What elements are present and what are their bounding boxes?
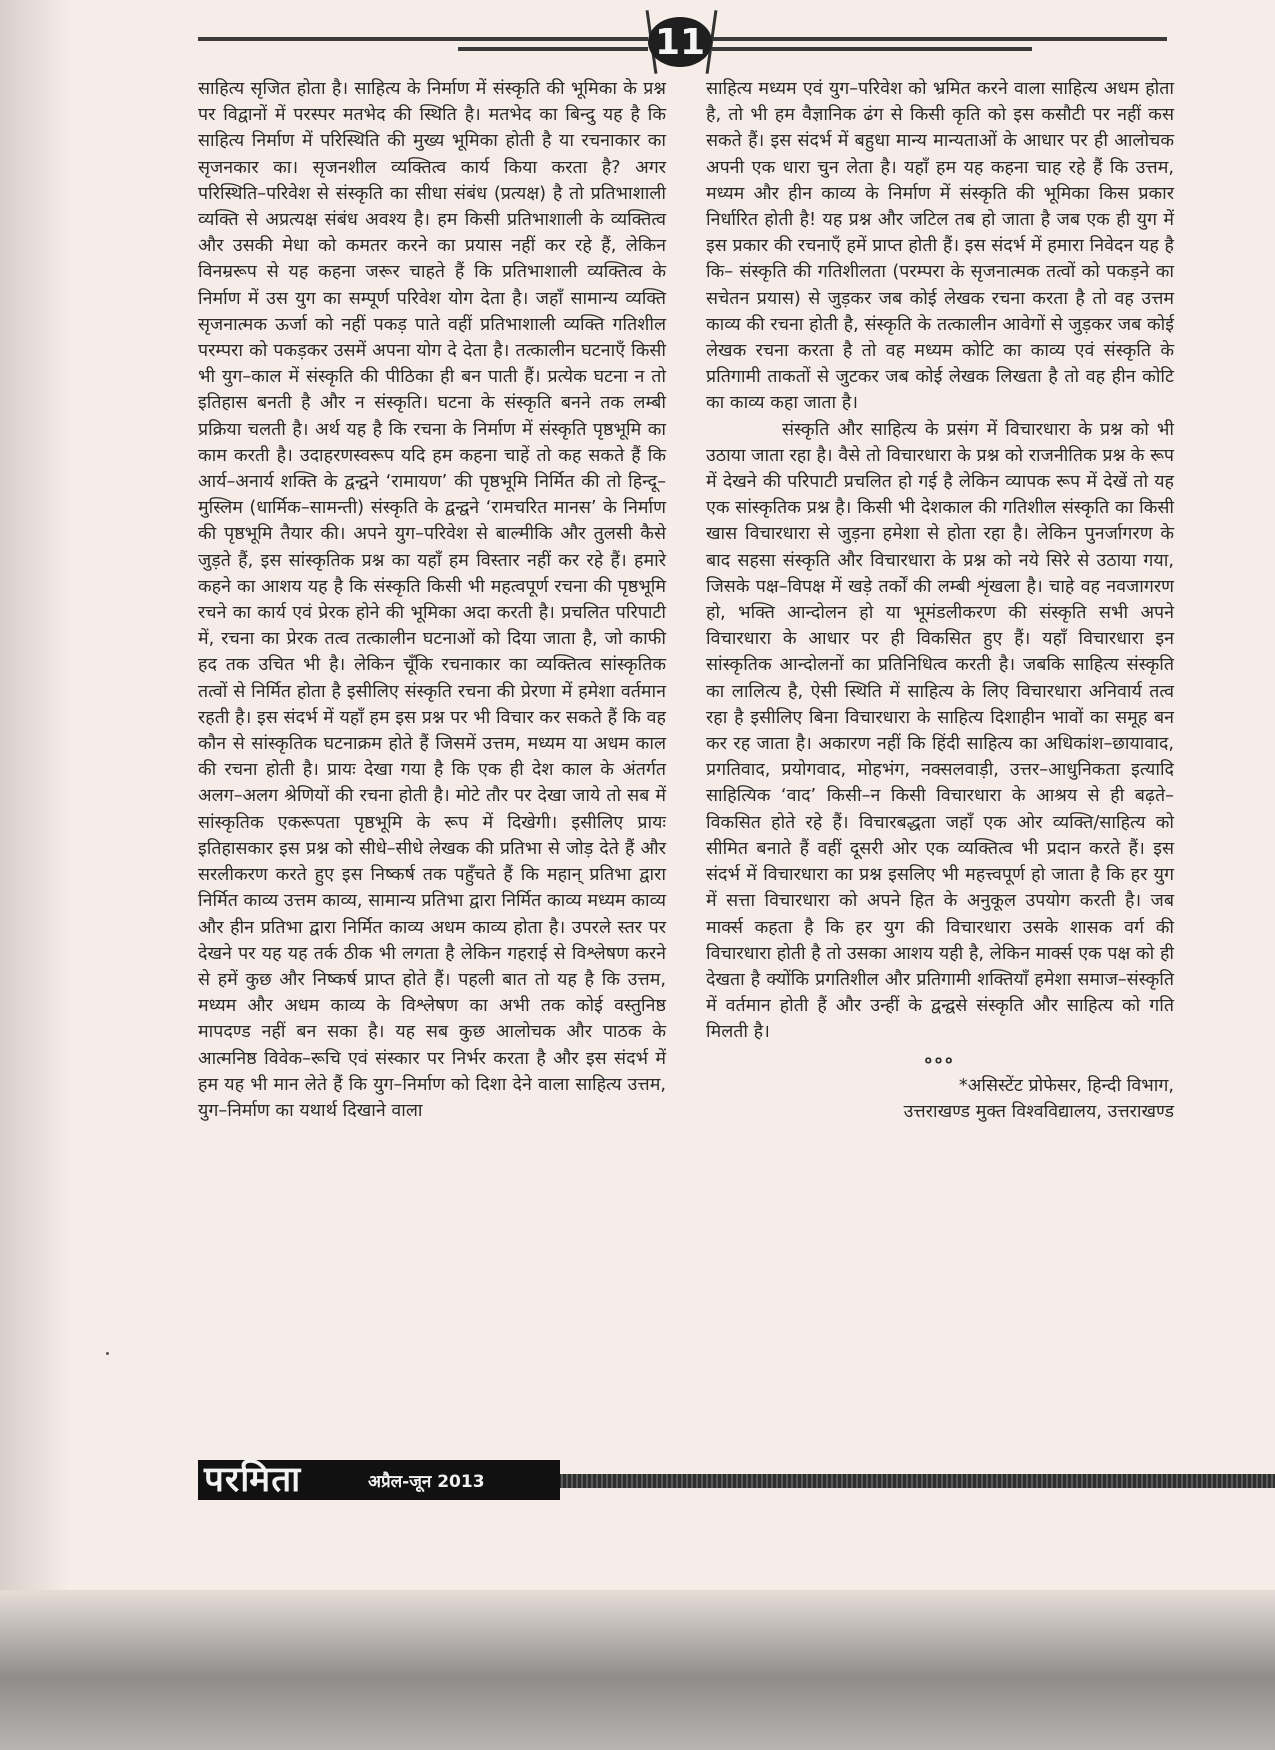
header-rule <box>712 37 1167 41</box>
header-rule <box>712 47 1032 51</box>
end-of-article-mark: ००० <box>924 1052 956 1069</box>
paragraph: संस्कृति और साहित्य के प्रसंग में विचारधारा के प्रश्न को भी उठाया जाता रहा है। वैसे तो विचारधारा के प्रश्न को राजनीतिक प्रश्न के रूप में देखने की परिपाटी प्रचलित हो गई है लेकिन व्यापक रूप में देखें तो यह एक सांस्कृतिक प्रश्न है। किसी भी देशकाल की गतिशील संस्कृति का किसी खास विचारधारा से जुड़ना हमेशा से होता रहा है। लेकिन पुनर्जागरण के बाद सहसा संस्कृति और विचारधारा के प्रश्न को नये सिरे से उठाया गया, जिसके पक्ष–विपक्ष में खड़े तर्कों की लम्बी शृंखला है। चाहे वह नवजागरण हो, भक्ति आन्दोलन हो या भूमंडलीकरण की संस्कृति सभी अपने विचारधारा के आधार पर ही विकसित हुए हैं। यहाँ विचारधारा इन सांस्कृतिक आन्दोलनों का प्रतिनिधित्व करती है। जबकि साहित्य संस्कृति का लालित्य है, ऐसी स्थिति में साहित्य के लिए विचारधारा अनिवार्य तत्व रहा है इसीलिए बिना विचारधारा के साहित्य दिशाहीन भावों का समूह बन कर रह जाता है। अकारण नहीं कि हिंदी साहित्य का अधिकांश–छायावाद, प्रगतिवाद, प्रयोगवाद, मोहभंग, नक्सलवाड़ी, उत्तर–आधुनिकता इत्यादि साहित्यिक ‘वाद’ किसी–न किसी विचारधारा के आश्रय से ही बढ़ते–विकसित होते रहे हैं। विचारबद्धता जहाँ एक ओर व्यक्ति/साहित्य को सीमित बनाते हैं वहीं दूसरी ओर एक व्यक्तित्व भी प्रदान करते हैं। इस संदर्भ में विचारधारा का प्रश्न इसलिए भी महत्त्वपूर्ण हो जाता है कि हर युग में सत्ता विचारधारा को अपने हित के अनुकूल उपयोग करती है। जब मार्क्स कहता है कि हर युग की विचारधारा उसके शासक वर्ग की विचारधारा होती है तो उसका आशय यही है, लेकिन मार्क्स एक पक्ष को ही देखता है क्योंकि प्रगतिशील और प्रतिगामी शक्तियाँ हमेशा समाज–संस्कृति में वर्तमान होती हैं और उन्हीं के द्वन्द्वसे संस्कृति और साहित्य को गति मिलती है। <box>706 418 1174 1043</box>
magazine-logo: परमिता <box>204 1460 302 1500</box>
issue-date: अप्रैल-जून 2013 <box>368 1472 485 1492</box>
page-number: 11 <box>648 17 712 67</box>
author-affiliation: उत्तराखण्ड मुक्त विश्वविद्यालय, उत्तराखण्ड <box>903 1100 1174 1122</box>
paragraph: साहित्य सृजित होता है। साहित्य के निर्माण में संस्कृति की भूमिका के प्रश्न पर विद्वानों में परस्पर मतभेद की स्थिति है। मतभेद का बिन्दु यह है कि साहित्य निर्माण में परिस्थिति की मुख्य भूमिका होती है या रचनाकार का सृजनकार का। सृजनशील व्यक्तित्व कार्य किया करता है? अगर परिस्थिति–परिवेश से संस्कृति का सीधा संबंध (प्रत्यक्ष) है तो प्रतिभाशाली व्यक्ति से अप्रत्यक्ष संबंध अवश्य है। हम किसी प्रतिभाशाली के व्यक्तित्व और उसकी मेधा को कमतर करने का प्रयास नहीं कर रहे हैं, लेकिन विनम्ररूप से यह कहना जरूर चाहते हैं कि प्रतिभाशाली व्यक्तित्व के निर्माण में उस युग का सम्पूर्ण परिवेश योग देता है। जहाँ सामान्य व्यक्ति सृजनात्मक ऊर्जा को नहीं पकड़ पाते वहीं प्रतिभाशाली व्यक्ति गतिशील परम्परा को पकड़कर उसमें अपना योग दे देता है। तत्कालीन घटनाएँ किसी भी युग–काल में संस्कृति की पीठिका ही बन पाती हैं। प्रत्येक घटना न तो इतिहास बनती है और न संस्कृति। घटना के संस्कृति बनने तक लम्बी प्रक्रिया चलती है। अर्थ यह है कि रचना के निर्माण में संस्कृति पृष्ठभूमि का काम करती है। उदाहरणस्वरूप यदि हम कहना चाहें तो कह सकते हैं कि आर्य–अनार्य शक्ति के द्वन्द्वने ‘रामायण’ की पृष्ठभूमि निर्मित की तो हिन्दू–मुस्लिम (धार्मिक–सामन्ती) संस्कृति के द्वन्द्वने ‘रामचरित मानस’ के निर्माण की पृष्ठभूमि तैयार की। अपने युग–परिवेश से बाल्मीकि और तुलसी कैसे जुड़ते हैं, इस सांस्कृतिक प्रश्न का यहाँ हम विस्तार नहीं कर रहे हैं। हमारे कहने का आशय यह है कि संस्कृति किसी भी महत्वपूर्ण रचना की पृष्ठभूमि रचने का कार्य एवं प्रेरक होने की भूमिका अदा करती है। प्रचलित परिपाटी में, रचना का प्रेरक तत्व तत्कालीन घटनाओं को दिया जाता है, जो काफी हद तक उचित भी है। लेकिन चूँकि रचनाकार का व्यक्तित्व सांस्कृतिक तत्वों से निर्मित होता है इसीलिए संस्कृति रचना की प्रेरणा में हमेशा वर्तमान रहती है। इस संदर्भ में यहाँ हम इस प्रश्न पर भी विचार कर सकते हैं कि वह कौन से सांस्कृतिक घटनाक्रम होते हैं जिसमें उत्तम, मध्यम या अधम काल की रचना होती है। प्रायः देखा गया है कि एक ही देश काल के अंतर्गत अलग–अलग श्रेणियों की रचना होती है। मोटे तौर पर देखा जाये तो सब में सांस्कृतिक एकरूपता पृष्ठभूमि के रूप में दिखेगी। इसीलिए प्रायः इतिहासकार इस प्रश्न को सीधे–सीधे लेखक की प्रतिभा से जोड़ देते हैं और सरलीकरण करते हुए इस निष्कर्ष तक पहुँचते हैं कि महान् प्रतिभा द्वारा निर्मित काव्य उत्तम काव्य, सामान्य प्रतिभा द्वारा निर्मित काव्य मध्यम काव्य और हीन प्रतिभा द्वारा निर्मित काव्य अधम काव्य होता है। उपरले स्तर पर देखने पर यह यह तर्क ठीक भी लगता है लेकिन गहराई से विश्लेषण करने से हमें कुछ और निष्कर्ष प्राप्त होते हैं। पहली बात तो यह है कि उत्तम, मध्यम और अधम काव्य के विश्लेषण का अभी तक कोई वस्तुनिष्ठ मापदण्ड नहीं बन सका है। यह सब कुछ आलोचक और पाठक के आत्मनिष्ठ विवेक–रूचि एवं संस्कार पर निर्भर करता है और इस संदर्भ में हम यह भी मान लेते हैं कि युग–निर्माण को दिशा देने वाला साहित्य उत्तम, युग–निर्माण का यथार्थ दिखाने वाला <box>198 78 666 1121</box>
scan-background <box>0 1590 1275 1750</box>
page-edge-shadow <box>0 0 70 1590</box>
paragraph: साहित्य मध्यम एवं युग–परिवेश को भ्रमित करने वाला साहित्य अधम होता है, तो भी हम वैज्ञानिक ढंग से किसी कृति को इस कसौटी पर नहीं कस सकते हैं। इस संदर्भ में बहुधा मान्य मान्यताओं के आधार पर ही आलोचक अपनी एक धारा चुन लेता है। यहाँ हम यह कहना चाह रहे हैं कि उत्तम, मध्यम और हीन काव्य के निर्माण में संस्कृति की भूमिका किस प्रकार निर्धारित होती है! यह प्रश्न और जटिल तब हो जाता है जब एक ही युग में इस प्रकार की रचनाएँ हमें प्राप्त होती हैं। इस संदर्भ में हमारा निवेदन यह है कि– संस्कृति की गतिशीलता (परम्परा के सृजनात्मक तत्वों को पकड़ने का सचेतन प्रयास) से जुड़कर जब कोई लेखक रचना करता है तो वह उत्तम काव्य की रचना होती है, संस्कृति के तत्कालीन आवेगों से जुड़कर जब कोई लेखक रचना करता है तो वह मध्यम कोटि का काव्य एवं संस्कृति के प्रतिगामी ताकतों से जुटकर जब कोई लेखक लिखता है तो वह हीन कोटि का काव्य कहा जाता है। <box>706 78 1174 414</box>
scan-speck <box>106 1352 109 1355</box>
header-rule <box>458 47 648 51</box>
author-affiliation: *असिस्टेंट प्रोफेसर, हिन्दी विभाग, <box>958 1074 1174 1096</box>
header-rule <box>198 37 648 41</box>
article-column-left <box>198 76 666 1124</box>
article-column-right <box>706 76 1174 1125</box>
